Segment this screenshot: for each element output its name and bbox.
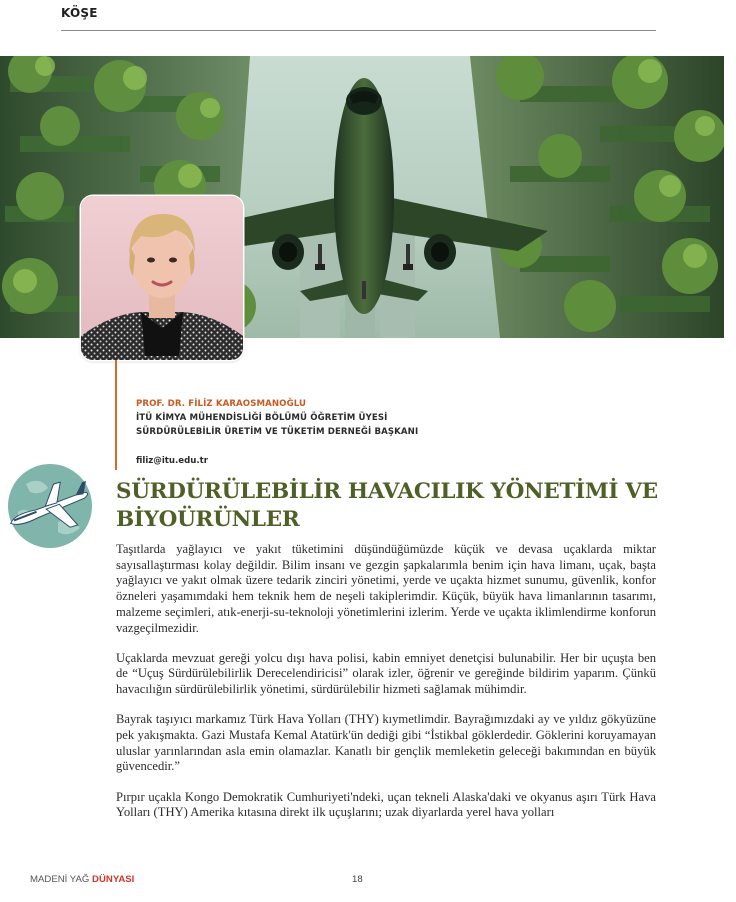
article-paragraph: Uçaklarda mevzuat gereği yolcu dışı hava polisi, kabin emniyet denetçisi bulunabilir. Her bir uçuşta ben de “Uçuş Sürdürülebilirlik Derecelendiricisi” olarak izler, öğrenir ve gereğinde bildirim yaparım. Çünkü havacılığın sürdürülebilirlik yönetimi, sürdürülebilir hizmeti sağlamak mühimdir. [116, 650, 656, 697]
author-role-1: İTÜ KİMYA MÜHENDİSLİĞİ BÖLÜMÜ ÖĞRETİM ÜYESİ [136, 413, 388, 423]
article-title-line-2: BİYOÜRÜNLER [116, 507, 300, 532]
header-divider [61, 30, 656, 31]
section-label: KÖŞE [61, 6, 98, 20]
author-accent-line [115, 360, 117, 470]
article-paragraph: Bayrak taşıyıcı markamız Türk Hava Yolları (THY) kıymetlimdir. Bayrağımızdaki ay ve yıldız gökyüzüne pek yakışmakta. Gazi Mustafa Kemal Atatürk'ün dediği gibi “İstikbal göklerdedir. Göklerini koruyamayan uluslar yarınlarından asla emin olamazlar. Kanatlı bir gençlik memleketin geleceği bakımından en büyük güvencedir.” [116, 712, 656, 774]
article-title-line-1: SÜRDÜRÜLEBİLİR HAVACILIK YÖNETİMİ VE [116, 479, 658, 504]
page-number: 18 [352, 874, 363, 885]
author-role-2: SÜRDÜRÜLEBİLİR ÜRETİM VE TÜKETİM DERNEĞİ BAŞKANI [136, 427, 419, 437]
article-paragraph: Pırpır uçakla Kongo Demokratik Cumhuriyeti'ndeki, uçan tekneli Alaska'daki ve okyanus aşırı Türk Hava Yolları (THY) Amerika kıtasına direkt ilk uçuşlarını; uzak diyarlarda yerel hava yolları [116, 789, 656, 820]
author-photo [81, 196, 243, 360]
article-body [116, 542, 656, 836]
author-name: PROF. DR. FİLİZ KARAOSMANOĞLU [136, 399, 307, 409]
magazine-brand-part2: DÜNYASI [92, 874, 135, 885]
article-title [116, 478, 676, 534]
magazine-brand [30, 874, 134, 885]
article-paragraph: Taşıtlarda yağlayıcı ve yakıt tüketimini düşündüğümüzde küçük ve devasa uçaklarda miktar sayısallaştırması kolay değildir. Bilim insanı ve gezgin şapkalarımla benim için hava limanı, uçak, başta yağlayıcı ve yakıt olmak üzere tedarik zinciri yönetimi, yerde ve uçakta hizmet sunumu, güvenlik, konfor özneleri yaşamımdaki hem teknik hem de neşeli takiplerimdir. Küçük, büyük hava limanlarının tasarımı, malzeme seçimleri, atık-enerji-su-teknoloji yönetimlerini izlerim. Yerde ve uçakta iklimlendirme konforun vazgeçilmezidir. [116, 542, 656, 635]
magazine-brand-part1: MADENİ YAĞ [30, 874, 93, 885]
airplane-globe-icon [6, 462, 94, 550]
author-email[interactable]: filiz@itu.edu.tr [136, 456, 209, 466]
